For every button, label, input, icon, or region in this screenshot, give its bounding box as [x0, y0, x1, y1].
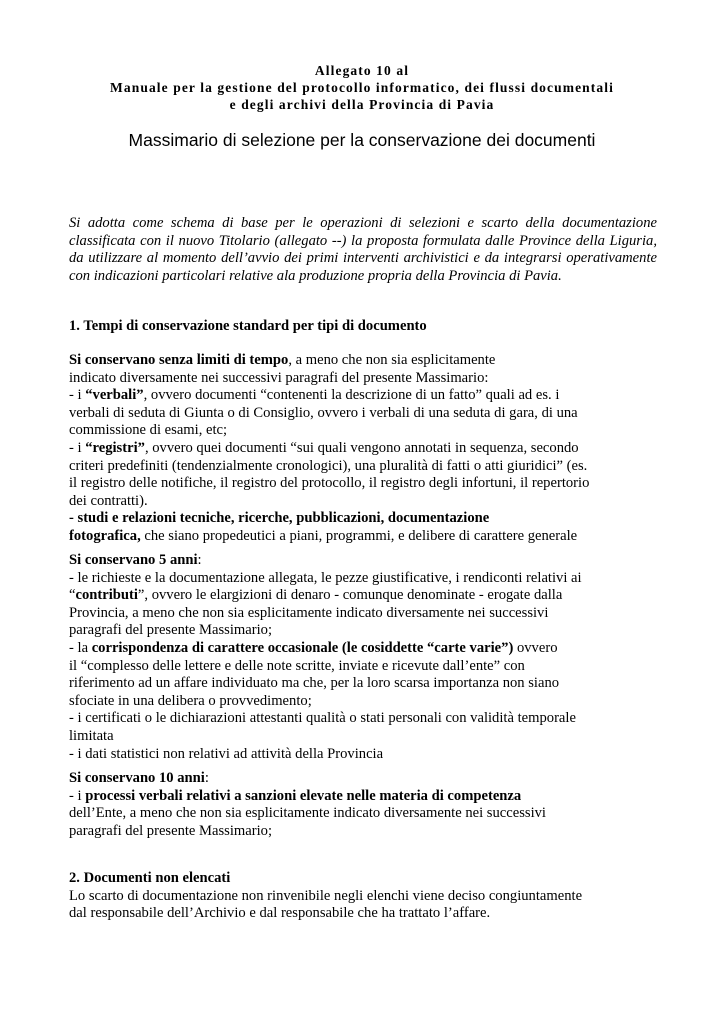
bold-term: fotografica, — [69, 527, 141, 544]
header-line-2: Manuale per la gestione del protocollo informatico, dei flussi documentali — [110, 80, 614, 95]
paragraph-line: Lo scarto di documentazione non rinvenibile negli elenchi viene deciso congiuntamente — [69, 887, 583, 904]
paragraph-line: - i dati statistici non relativi ad attività della Provincia — [69, 745, 384, 762]
text-run: : — [197, 552, 202, 568]
intro-line: classificata con il nuovo Titolario (allegato --) la proposta formulata dalle Province della Liguria, — [69, 232, 657, 249]
paragraph-line: il registro delle notifiche, il registro del protocollo, il registro degli infortuni, il repertorio — [69, 475, 590, 492]
text-run: che siano propedeutici a piani, programmi, e delibere di carattere generale — [140, 527, 578, 544]
bold-lead: Si conservano 5 anni — [69, 552, 198, 568]
document-title: Massimario di selezione per la conservazione dei documenti — [128, 130, 596, 150]
text-run: : — [204, 770, 209, 786]
text-run: , ovvero documenti “contenenti la descrizione di un fatto” quali ad es. i — [143, 387, 560, 404]
text-run: - i — [69, 439, 86, 456]
paragraph-line: verbali di seduta di Giunta o di Consiglio, ovvero i verbali di una seduta di gara, di una — [69, 404, 578, 421]
paragraph-line: indicato diversamente nei successivi paragrafi del presente Massimario: — [69, 369, 489, 386]
paragraph-line: - le richieste e la documentazione allegata, le pezze giustificative, i rendiconti relativi ai — [69, 569, 582, 586]
section-heading-text: 1. Tempi di conservazione standard per tipi di documento — [69, 318, 427, 334]
section-1-heading — [69, 318, 669, 336]
text-run: - i — [69, 387, 86, 404]
paragraph-line: dal responsabile dell’Archivio e dal responsabile che ha trattato l’affare. — [69, 905, 491, 922]
header-line-3: e degli archivi della Provincia di Pavia — [229, 97, 495, 112]
block-dieci-anni — [69, 770, 669, 840]
paragraph-line — [69, 788, 669, 806]
paragraph-line — [69, 528, 669, 546]
intro-line: con indicazioni particolari relative ala produzione propria della Provincia di Pavia. — [69, 267, 562, 284]
intro-line: da utilizzare al momento dell’avvio dei primi interventi archivistici e da integrarsi operativamente — [69, 250, 657, 266]
paragraph-line: paragrafi del presente Massimario; — [69, 822, 273, 839]
paragraph-line — [69, 352, 669, 370]
section-2 — [69, 870, 669, 923]
paragraph-line — [69, 587, 669, 605]
paragraph-line: - i certificati o le dichiarazioni attestanti qualità o stati personali con validità temporale — [69, 710, 576, 727]
paragraph-line: il “complesso delle lettere e delle note scritte, inviate e ricevute dall’ente” con — [69, 657, 525, 674]
bold-lead: Si conservano senza limiti di tempo — [69, 352, 289, 368]
text-run: ovvero — [513, 639, 558, 656]
header-line-1: Allegato 10 al — [314, 63, 410, 78]
text-run: - la — [69, 639, 92, 656]
paragraph-line: limitata — [69, 727, 114, 744]
paragraph-line: riferimento ad un affare individuato ma che, per la loro scarsa importanza non siano — [69, 675, 560, 692]
bold-term: processi verbali relativi a sanzioni elevate nelle materia di competenza — [85, 787, 522, 804]
paragraph-line — [69, 770, 669, 788]
text-run: ”, ovvero le elargizioni di denaro - comunque denominate - erogate dalla — [137, 587, 563, 604]
paragraph-line: paragrafi del presente Massimario; — [69, 622, 273, 639]
paragraph-line — [69, 387, 669, 405]
paragraph-line — [69, 552, 669, 570]
text-run: - i — [69, 787, 86, 804]
paragraph-line — [69, 640, 669, 658]
text-run: , a meno che non sia esplicitamente — [288, 352, 496, 368]
bold-term: contributi — [75, 587, 138, 604]
paragraph-line: commissione di esami, etc; — [69, 422, 228, 439]
block-senza-limiti — [69, 352, 669, 546]
bold-lead: Si conservano 10 anni — [69, 770, 205, 786]
bold-term: “registri” — [85, 439, 145, 456]
paragraph-line: dell’Ente, a meno che non sia esplicitamente indicato diversamente nei successivi — [69, 805, 546, 822]
text-run: , ovvero quei documenti “sui quali vengono annotati in sequenza, secondo — [144, 439, 579, 456]
intro-paragraph — [69, 215, 657, 285]
section-2-heading: 2. Documenti non elencati — [69, 870, 231, 886]
paragraph-line — [69, 440, 669, 458]
bold-term: “verbali” — [85, 387, 144, 404]
paragraph-line: Provincia, a meno che non sia esplicitamente indicato diversamente nei successivi — [69, 604, 549, 621]
text-run: “ — [69, 587, 76, 604]
bold-term: corrispondenza di carattere occasionale (le cosiddette “carte varie”) — [91, 639, 514, 656]
intro-line: Si adotta come schema di base per le operazioni di selezioni e scarto della documentazione — [69, 215, 657, 231]
paragraph-line: criteri predefiniti (tendenzialmente cronologici), una pluralità di fatti o atti giuridici” (es. — [69, 457, 588, 474]
block-cinque-anni — [69, 552, 669, 763]
paragraph-line: dei contratti). — [69, 492, 148, 509]
paragraph-line: sfociate in una delibera o provvedimento; — [69, 692, 312, 709]
paragraph-line: - studi e relazioni tecniche, ricerche, pubblicazioni, documentazione — [69, 510, 490, 527]
